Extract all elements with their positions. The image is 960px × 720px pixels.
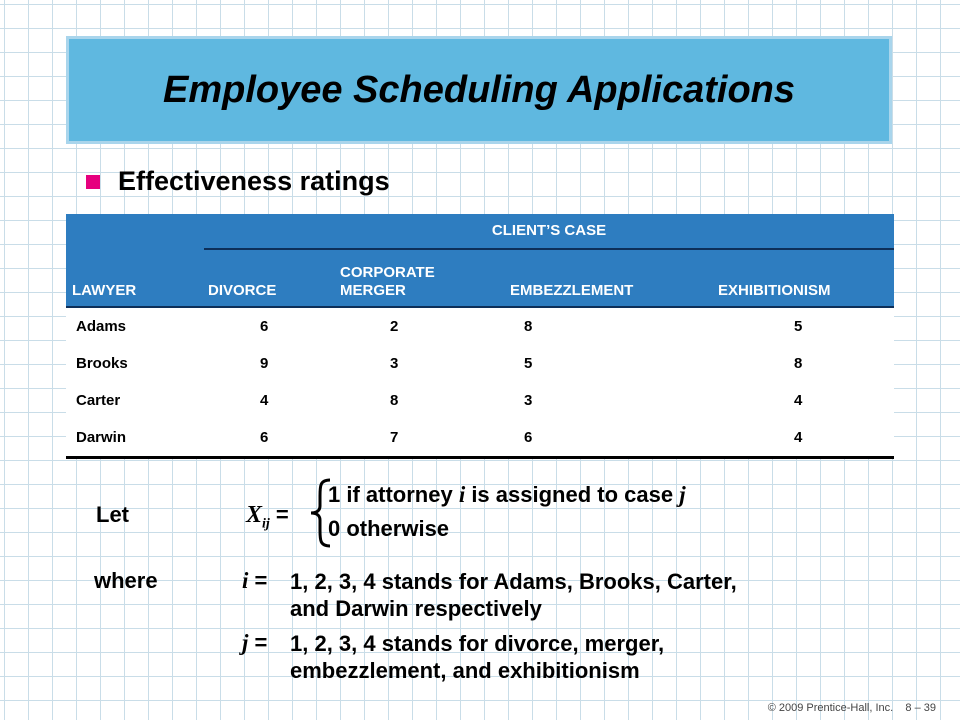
cell-embezzlement: 3 [524, 392, 533, 409]
cell-merger: 7 [390, 429, 399, 446]
case-one-i: i [458, 482, 466, 507]
header-embezzlement: EMBEZZLEMENT [510, 282, 634, 299]
cell-exhibitionism: 5 [794, 318, 803, 335]
bullet-text: Effectiveness ratings [118, 166, 390, 196]
slide-title: Employee Scheduling Applications [162, 68, 796, 111]
bullet-item [86, 166, 390, 197]
case-one-j: j [679, 482, 686, 507]
cell-lawyer: Darwin [76, 429, 127, 446]
cell-divorce: 4 [260, 392, 269, 409]
cell-exhibitionism: 4 [794, 392, 803, 409]
case-one-text-a: 1 if attorney [328, 482, 459, 507]
table-row [66, 382, 894, 419]
j-equals: = [254, 630, 268, 655]
header-lawyer: LAWYER [72, 282, 137, 299]
i-line1: 1, 2, 3, 4 stands for Adams, Brooks, Carter, [290, 569, 737, 594]
let-label: Let [96, 502, 129, 527]
header-clients-case: CLIENT’S CASE [491, 222, 607, 239]
variable-x: X [246, 502, 263, 528]
case-one-text-b: is assigned to case [465, 482, 680, 507]
cell-divorce: 6 [260, 429, 269, 446]
case-two: 0 otherwise [328, 516, 450, 541]
ratings-table [66, 214, 894, 459]
table-header [66, 214, 894, 306]
header-divider [204, 248, 894, 250]
variable-xij [246, 502, 289, 532]
j-symbol: j [242, 630, 249, 655]
cell-lawyer: Adams [76, 318, 127, 335]
cell-exhibitionism: 4 [794, 429, 803, 446]
variable-equals: = [275, 502, 289, 527]
cell-embezzlement: 5 [524, 355, 533, 372]
cell-merger: 2 [390, 318, 399, 335]
header-corporate-line1: CORPORATE [340, 264, 435, 281]
case-one [328, 482, 686, 508]
j-definition-symbol [242, 630, 267, 656]
title-box [66, 36, 892, 144]
footer-copyright: © 2009 Prentice-Hall, Inc. 8 – 39 [767, 702, 936, 714]
cell-embezzlement: 8 [524, 318, 533, 335]
cell-lawyer: Carter [76, 392, 121, 409]
i-equals: = [254, 568, 268, 593]
header-divorce: DIVORCE [208, 282, 277, 299]
cell-divorce: 9 [260, 355, 269, 372]
header-corporate-line2: MERGER [340, 282, 406, 299]
table-row [66, 419, 894, 456]
bullet-square-icon [86, 175, 100, 189]
where-label: where [94, 568, 158, 593]
i-definition-text [290, 568, 737, 622]
cell-merger: 8 [390, 392, 399, 409]
j-definition-text [290, 630, 664, 684]
header-exhibitionism: EXHIBITIONISM [718, 282, 831, 299]
variable-subscript: ij [262, 516, 270, 532]
i-symbol: i [242, 568, 249, 593]
cell-embezzlement: 6 [524, 429, 533, 446]
i-line2: and Darwin respectively [290, 596, 542, 621]
cell-exhibitionism: 8 [794, 355, 803, 372]
table-body [66, 308, 894, 459]
table-row [66, 308, 894, 345]
cell-merger: 3 [390, 355, 399, 372]
cell-divorce: 6 [260, 318, 269, 335]
header-corporate-merger [340, 264, 435, 300]
i-definition-symbol [242, 568, 267, 594]
j-line1: 1, 2, 3, 4 stands for divorce, merger, [290, 631, 665, 656]
cell-lawyer: Brooks [76, 355, 128, 372]
j-line2: embezzlement, and exhibitionism [290, 658, 640, 683]
table-row [66, 345, 894, 382]
